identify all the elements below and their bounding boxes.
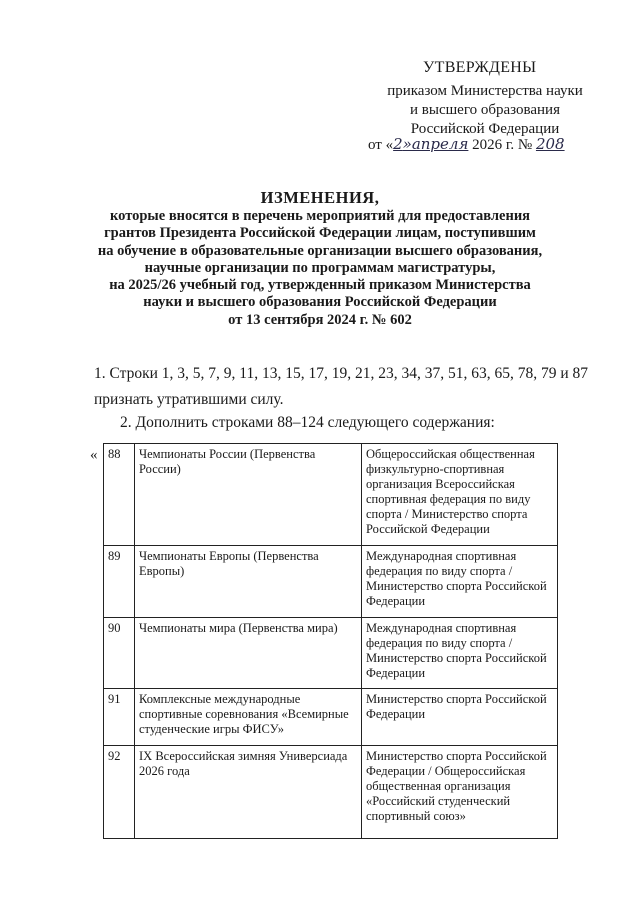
table-row bbox=[104, 618, 558, 689]
title-line: на 2025/26 учебный год, утвержденный приказом Министерства bbox=[109, 277, 531, 294]
approval-line: Российской Федерации bbox=[410, 121, 560, 137]
row-number: 89 bbox=[104, 546, 135, 618]
event-name: Чемпионаты мира (Первенства мира) bbox=[135, 618, 362, 689]
event-name: Чемпионаты России (Первенства России) bbox=[135, 444, 362, 546]
table-row bbox=[104, 444, 558, 546]
events-table bbox=[103, 443, 558, 839]
handwritten-order-number: 208 bbox=[535, 135, 565, 153]
opening-quote: « bbox=[90, 447, 98, 463]
row-number: 92 bbox=[104, 746, 135, 839]
table-row bbox=[104, 546, 558, 618]
title-line: грантов Президента Российской Федерации лицам, поступившим bbox=[104, 225, 536, 242]
event-name: Чемпионаты Европы (Первенства Европы) bbox=[135, 546, 362, 618]
approval-heading: УТВЕРЖДЕНЫ bbox=[423, 59, 537, 76]
paragraph-1-line-1: 1. Строки 1, 3, 5, 7, 9, 11, 13, 15, 17, 19, 21, 23, 34, 37, 51, 63, 65, 78, 79 и 87 bbox=[94, 365, 589, 382]
event-name: Комплексные международные спортивные соревнования «Всемирные студенческие игры ФИСУ» bbox=[135, 689, 362, 746]
date-prefix: от « bbox=[368, 137, 394, 153]
title-line: науки и высшего образования Российской Федерации bbox=[143, 294, 497, 311]
organizer: Министерство спорта Российской Федерации / Общероссийская общественная организация «Российский студенческий спортивный союз» bbox=[362, 746, 558, 839]
row-number: 88 bbox=[104, 444, 135, 546]
date-year: 2026 г. № bbox=[472, 137, 533, 153]
handwritten-month: »апреля bbox=[402, 135, 469, 153]
organizer: Международная спортивная федерация по виду спорта / Министерство спорта Российской Федерации bbox=[362, 546, 558, 618]
row-number: 91 bbox=[104, 689, 135, 746]
organizer: Министерство спорта Российской Федерации bbox=[362, 689, 558, 746]
title-line: на обучение в образовательные организации высшего образования, bbox=[97, 242, 543, 259]
event-name: IX Всероссийская зимняя Универсиада 2026 года bbox=[135, 746, 362, 839]
document-title bbox=[40, 188, 600, 329]
paragraph-1-line-2: признать утратившими силу. bbox=[94, 391, 284, 408]
title-line: научные организации по программам магистратуры, bbox=[144, 259, 496, 276]
table-row bbox=[104, 746, 558, 839]
approval-line: приказом Министерства науки bbox=[387, 83, 583, 99]
handwritten-day: 2 bbox=[393, 135, 403, 153]
paragraph-2: 2. Дополнить строками 88–124 следующего содержания: bbox=[120, 414, 495, 431]
title-line: которые вносятся в перечень мероприятий для предоставления bbox=[109, 208, 531, 224]
table-row bbox=[104, 689, 558, 746]
organizer: Общероссийская общественная физкультурно-спортивная организация Всероссийская спортивная федерация по виду спорта / Министерство спорта Российской Федерации bbox=[362, 444, 558, 546]
row-number: 90 bbox=[104, 618, 135, 689]
title-main: ИЗМЕНЕНИЯ, bbox=[260, 188, 380, 207]
approval-line: и высшего образования bbox=[410, 102, 560, 118]
organizer: Международная спортивная федерация по виду спорта / Министерство спорта Российской Федерации bbox=[362, 618, 558, 689]
title-line: от 13 сентября 2024 г. № 602 bbox=[228, 311, 412, 328]
approval-date bbox=[368, 135, 608, 155]
